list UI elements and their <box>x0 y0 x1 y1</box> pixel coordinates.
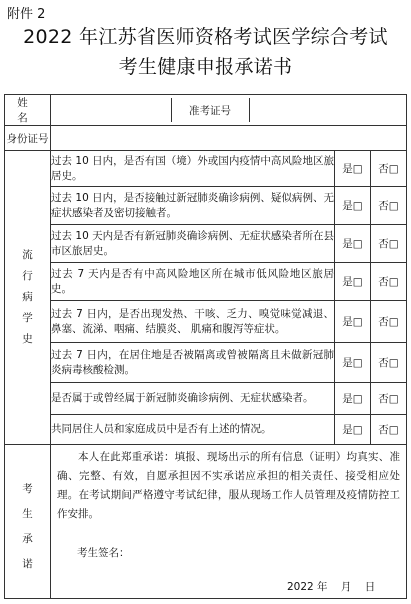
question-row <box>5 225 407 263</box>
question-row <box>5 383 407 415</box>
question-row <box>5 151 407 187</box>
question-row <box>5 187 407 225</box>
question-text: 是否属于或曾经属于新冠肺炎确诊病例、无症状感染者。 <box>51 383 335 415</box>
name-row-cells <box>51 95 407 126</box>
yes-checkbox[interactable]: 是□ <box>335 383 371 415</box>
id-label: 身份证号 <box>5 126 51 151</box>
promise-row <box>5 445 407 599</box>
promise-label-char: 承 <box>22 532 33 545</box>
promise-cell <box>51 445 407 599</box>
yes-checkbox[interactable]: 是□ <box>335 415 371 445</box>
id-row <box>5 126 407 151</box>
yes-checkbox[interactable]: 是□ <box>335 343 371 383</box>
yes-checkbox[interactable]: 是□ <box>335 301 371 343</box>
exam-no-field[interactable] <box>249 98 406 122</box>
question-text: 过去 10 日内，是否接触过新冠肺炎确诊病例、疑似病例、无症状感染者及密切接触者。 <box>51 187 335 225</box>
question-text: 过去 10 日内，是否有国（境）外或国内疫情中高风险地区旅居史。 <box>51 151 335 187</box>
epi-label-char: 病 <box>22 291 33 303</box>
question-text: 过去 7 天内是否有中高风险地区所在城市低风险地区旅居史。 <box>51 263 335 301</box>
promise-label-char: 生 <box>22 507 33 520</box>
no-checkbox[interactable]: 否□ <box>371 301 407 343</box>
no-checkbox[interactable]: 否□ <box>371 187 407 225</box>
question-row <box>5 263 407 301</box>
epi-label-char: 流 <box>22 249 33 261</box>
promise-label <box>5 445 51 599</box>
promise-label-char: 考 <box>22 482 33 495</box>
question-row <box>5 415 407 445</box>
no-checkbox[interactable]: 否□ <box>371 151 407 187</box>
epi-history-label <box>5 151 51 445</box>
id-field[interactable] <box>51 126 407 151</box>
no-checkbox[interactable]: 否□ <box>371 415 407 445</box>
exam-no-label: 准考证号 <box>171 98 249 122</box>
yes-checkbox[interactable]: 是□ <box>335 187 371 225</box>
yes-checkbox[interactable]: 是□ <box>335 225 371 263</box>
question-row <box>5 343 407 383</box>
no-checkbox[interactable]: 否□ <box>371 383 407 415</box>
date-label: 2022 年 月 日 <box>287 581 376 593</box>
no-checkbox[interactable]: 否□ <box>371 225 407 263</box>
question-text: 共同居住人员和家庭成员中是否有上述的情况。 <box>51 415 335 445</box>
question-row <box>5 301 407 343</box>
yes-checkbox[interactable]: 是□ <box>335 151 371 187</box>
name-label: 姓 名 <box>5 95 51 126</box>
epi-label-char: 史 <box>22 333 33 345</box>
yes-checkbox[interactable]: 是□ <box>335 263 371 301</box>
health-declaration-form <box>4 94 407 599</box>
epi-label-char: 学 <box>22 312 33 324</box>
attachment-label: 附件 2 <box>7 7 46 22</box>
name-row <box>5 95 407 126</box>
promise-label-char: 诺 <box>22 557 33 570</box>
no-checkbox[interactable]: 否□ <box>371 343 407 383</box>
question-text: 过去 7 日内，在居住地是否被隔离或曾被隔离且未做新冠肺炎病毒核酸检测。 <box>51 343 335 383</box>
no-checkbox[interactable]: 否□ <box>371 263 407 301</box>
page-title-line1: 2022 年江苏省医师资格考试医学综合考试 <box>23 26 388 48</box>
question-text: 过去 10 天内是否有新冠肺炎确诊病例、无症状感染者所在县市区旅居史。 <box>51 225 335 263</box>
name-field[interactable] <box>51 98 171 122</box>
epi-label-char: 行 <box>22 270 33 282</box>
question-text: 过去 7 日内，是否出现发热、干咳、乏力、嗅觉味觉减退、鼻塞、流涕、咽痛、结膜炎、 肌痛和腹泻等症状。 <box>51 301 335 343</box>
promise-text: 本人在此郑重承诺：填报、现场出示的所有信息（证明）均真实、准确、完整、有效，自愿承担因不实承诺应承担的相关责任、接受相应处理。在考试期间严格遵守考试纪律，服从现场工作人员管理及疫情防控工作安排。 <box>57 451 401 520</box>
page-title-line2: 考生健康申报承诺书 <box>118 56 293 78</box>
signature-label: 考生签名： <box>77 547 130 559</box>
